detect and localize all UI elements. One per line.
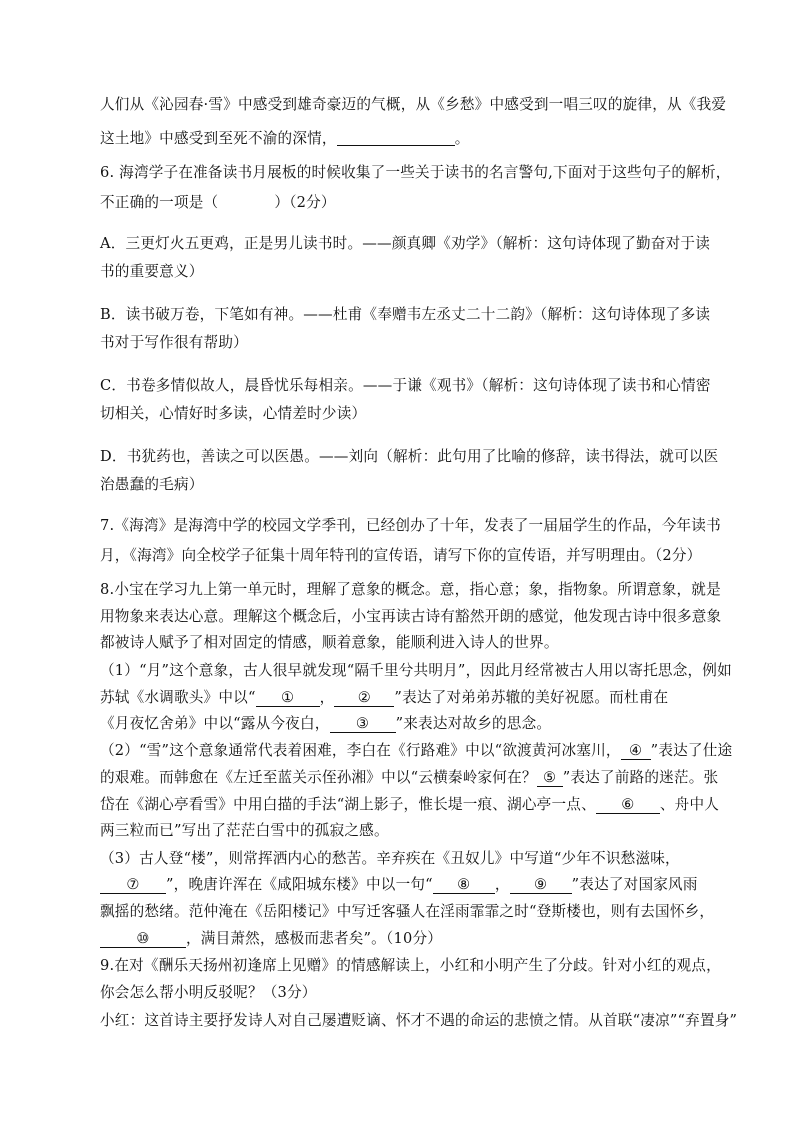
text: （3）古人登“楼”，则常挥洒内心的愁苦。辛弃疾在《丑奴儿》中写道“少年不识愁滋味，: [100, 850, 680, 867]
text: ”来表达对故乡的思念。: [395, 715, 552, 732]
blank-number: ①: [280, 689, 295, 706]
answer-blank: [334, 690, 394, 707]
blank-number: ②: [357, 689, 372, 706]
text: ）（2分）: [274, 194, 336, 211]
text-line: [100, 95, 726, 115]
option-d: [100, 475, 204, 495]
question-9: [100, 1011, 737, 1031]
text: 书的重要意义）: [100, 263, 204, 280]
answer-blank: [100, 877, 166, 894]
option-c: [100, 376, 711, 396]
question-8-part-3: [100, 929, 442, 949]
option-b: [100, 305, 710, 325]
text: ”，晚唐许浑在《咸阳城东楼》中以一句“: [166, 876, 433, 893]
answer-blank: [433, 877, 495, 894]
answer-blank: [510, 877, 572, 894]
text: 、舟中人: [659, 796, 720, 813]
text: 都被诗人赋予了相对固定的情感，顺着意象，能顺利进入诗人的世界。: [100, 634, 559, 651]
option-a: [100, 234, 710, 254]
blank-number: ⑨: [533, 876, 548, 893]
text: 书对于写作很有帮助）: [100, 334, 248, 351]
blank-number: ⑩: [136, 930, 150, 947]
answer-blank: [330, 716, 396, 733]
text: 月，《海湾》向全校学子征集十周年特刊的宣传语，请写下你的宣传语，并写明理由。（2分）: [100, 547, 702, 564]
blank-number: ⑦: [126, 876, 140, 893]
text: （2）“雪”这个意象通常代表着困难，李白在《行路难》中以“欲渡黄河冰塞川，: [100, 742, 621, 759]
question-8-part-1: [100, 688, 668, 708]
text: 9.在对《酬乐天扬州初逢席上见赠》的情感解读上，小红和小明产生了分歧。针对小红的观点，: [100, 957, 721, 974]
text: ”表达了仕途: [650, 742, 733, 759]
question-8-part-2: [100, 741, 732, 761]
text: 《月夜忆舍弟》中以“露从今夜白，: [100, 715, 330, 732]
text: D．书犹药也，善读之可以医愚。——刘向（解析：此句用了比喻的修辞，读书得法，就可以医: [100, 448, 719, 465]
question-9: [100, 956, 721, 976]
text: 7.《海湾》是海湾中学的校园文学季刊，已经创办了十年，发表了一届届学生的作品，今年读书: [100, 517, 721, 534]
text: 治愚蠢的毛病）: [100, 476, 204, 493]
text: 苏轼《水调歌头》中以“: [100, 689, 256, 706]
text: 小红：这首诗主要抒发诗人对自己屡遭贬谪、怀才不遇的命运的悲愤之情。从首联“凄凉”“弃置身”: [100, 1012, 738, 1029]
answer-blank: [596, 797, 660, 814]
question-9: [100, 983, 317, 1003]
blank-number: ⑥: [621, 796, 635, 813]
blank-number: ⑤: [543, 769, 557, 786]
text: 6. 海湾学子在准备读书月展板的时候收集了一些关于读书的名言警句,下面对于这些句子的解析，: [100, 164, 731, 181]
text: ”表达了对弟弟苏辙的美好祝愿。而杜甫在: [394, 689, 669, 706]
question-8-part-1: [100, 661, 732, 681]
question-8-part-3: [100, 875, 698, 895]
question-8-part-2: [100, 821, 389, 841]
text: 两三粒而已”写出了茫茫白雪中的孤寂之感。: [100, 822, 389, 839]
question-6-stem: [100, 163, 731, 183]
option-b: [100, 333, 248, 353]
question-8-part-1: [100, 714, 551, 734]
text: 人们从《沁园春·雪》中感受到雄奇豪迈的气概，从《乡愁》中感受到一唱三叹的旋律，从《我爱: [100, 96, 727, 113]
text-line: [100, 129, 470, 149]
text: 用物象来表达心意。理解这个概念后，小宝再读古诗有豁然开朗的感觉，他发现古诗中很多意象: [100, 608, 722, 625]
question-8: [100, 607, 721, 627]
text: ”表达了对国家风雨: [571, 876, 698, 893]
text: A．三更灯火五更鸡，正是男儿读书时。——颜真卿《劝学》（解析：这句诗体现了勤奋对于读: [100, 235, 710, 252]
blank-number: ③: [355, 715, 370, 732]
option-a: [100, 262, 204, 282]
question-8-part-2: [100, 768, 718, 788]
option-c: [100, 404, 366, 424]
blank-number: ⑧: [457, 876, 471, 893]
question-8: [100, 580, 721, 600]
answer-blank: [337, 129, 455, 146]
text: 飘摇的愁绪。范仲淹在《岳阳楼记》中写迁客骚人在淫雨霏霏之时“登斯楼也，则有去国怀乡，: [100, 903, 715, 920]
text: （1）“月”这个意象，古人很早就发现“隔千里兮共明月”，因此月经常被古人用以寄托思念，例如: [100, 662, 732, 679]
answer-blank: [100, 931, 186, 948]
text: 。: [454, 130, 470, 147]
question-8-part-3: [100, 902, 714, 922]
text: 切相关，心情好时多读，心情差时少读）: [100, 405, 367, 422]
text: 这土地》中感受到至死不渝的深情，: [100, 130, 337, 147]
text: 不正确的一项是（: [100, 194, 219, 211]
text: 岱在《湖心亭看雪》中用白描的手法“湖上影子，惟长堤一痕、湖心亭一点、: [100, 796, 596, 813]
question-7: [100, 546, 701, 566]
question-7: [100, 516, 721, 536]
text: 8.小宝在学习九上第一单元时，理解了意象的概念。意，指心意；象，指物象。所谓意象，就是: [100, 581, 721, 598]
option-d: [100, 447, 718, 467]
text: ”表达了前路的迷茫。张: [562, 769, 719, 786]
text: B．读书破万卷，下笔如有神。——杜甫《奉赠韦左丞丈二十二韵》（解析：这句诗体现了多读: [100, 306, 711, 323]
text: ，满目萧然，感极而悲者矣”。（10分）: [186, 930, 443, 947]
blank-number: ④: [629, 742, 643, 759]
question-8: [100, 633, 559, 653]
text: C．书卷多情似故人，晨昏忧乐每相亲。——于谦《观书》（解析：这句诗体现了读书和心情密: [100, 377, 711, 394]
question-6-stem: [100, 193, 336, 213]
answer-blank: [621, 743, 651, 760]
text: 的艰难。而韩愈在《左迁至蓝关示侄孙湘》中以“云横秦岭家何在？: [100, 769, 537, 786]
text: ，: [319, 689, 335, 706]
answer-blank: [256, 690, 320, 707]
text: 你会怎么帮小明反驳呢？（3分）: [100, 984, 317, 1001]
text: ，: [494, 876, 510, 893]
answer-blank: [537, 770, 563, 787]
question-8-part-3: [100, 849, 680, 869]
question-8-part-2: [100, 795, 719, 815]
